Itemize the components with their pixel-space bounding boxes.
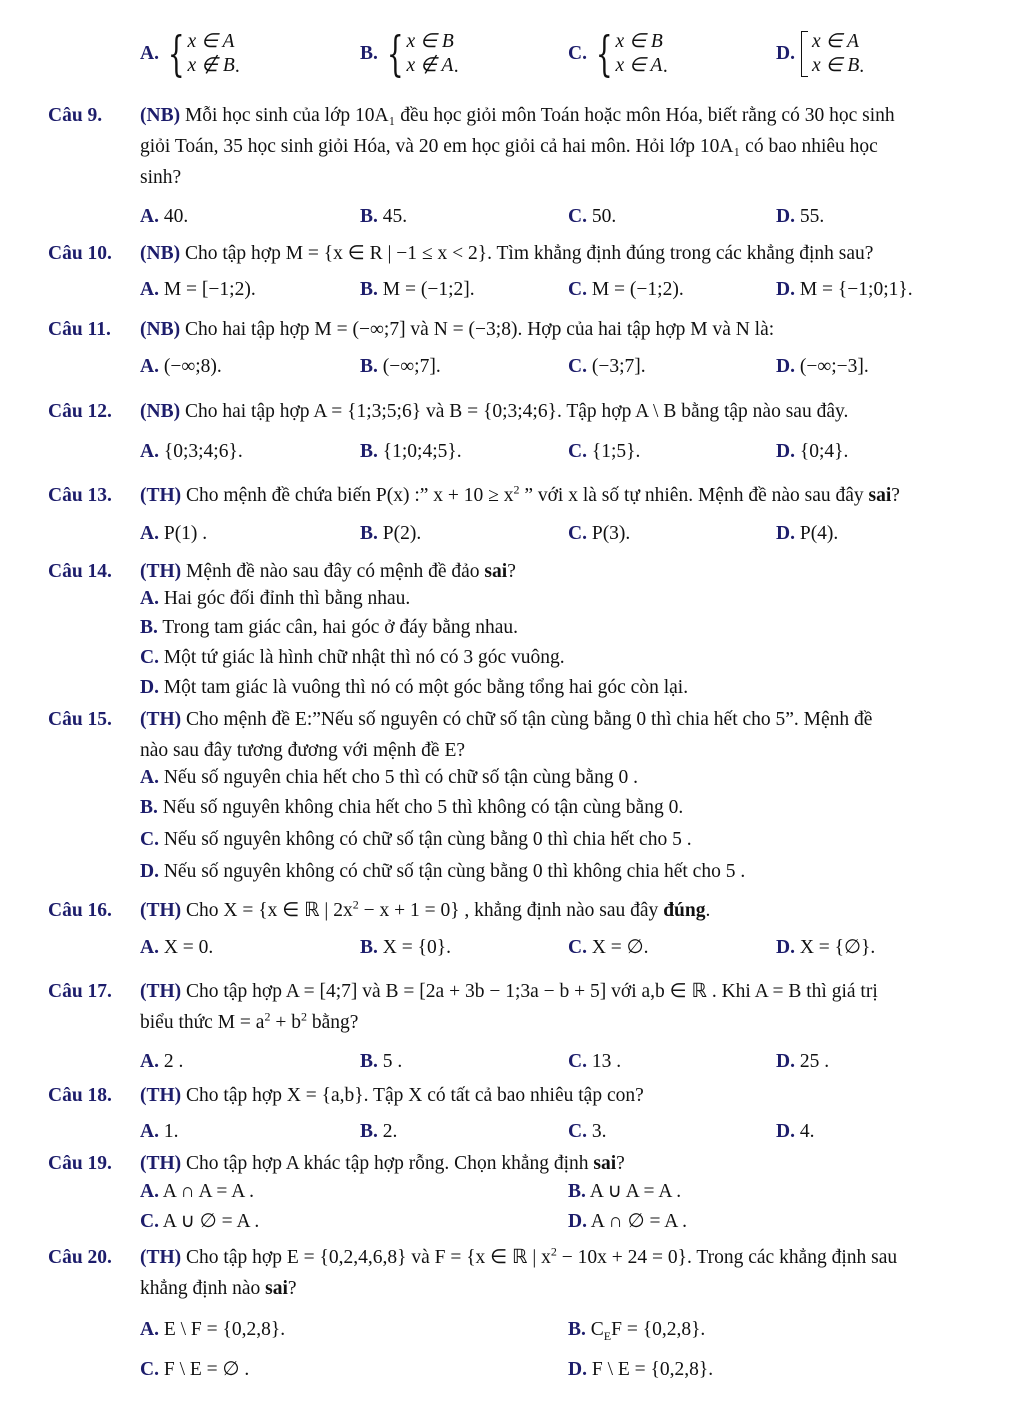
top-option-a[interactable]: A. { x ∈ A x ∉ B . <box>140 26 240 82</box>
q19-option-c[interactable]: C. A ∪ ∅ = A . <box>140 1211 260 1232</box>
q10-option-a[interactable]: A. M = [−1;2). <box>140 279 256 300</box>
q17-option-c[interactable]: C. 13 . <box>568 1051 622 1072</box>
q17-option-a[interactable]: A. 2 . <box>140 1051 184 1072</box>
q13-option-a[interactable]: A. P(1) . <box>140 523 208 544</box>
q18-option-a[interactable]: A. 1. <box>140 1121 179 1142</box>
q15-option-c[interactable]: C. Nếu số nguyên không có chữ số tận cùng bằng 0 thì chia hết cho 5 . <box>140 829 692 850</box>
q18-option-b[interactable]: B. 2. <box>360 1121 398 1142</box>
q14-option-c[interactable]: C. Một tứ giác là hình chữ nhật thì nó có 3 góc vuông. <box>140 647 565 668</box>
question-13: Câu 13. (TH) Cho mệnh đề chứa biến P(x) :” $x + 10 \ge x^2$ ” với x là số tự nhiên. Mệnh đề nào sau đây sai? <box>48 482 900 506</box>
q18-option-c[interactable]: C. 3. <box>568 1121 607 1142</box>
question-12: Câu 12. (NB) Cho hai tập hợp A = {1;3;5;6} và B = {0;3;4;6}. Tập hợp A \ B bằng tập nào sau đây. <box>48 401 849 422</box>
q17-option-d[interactable]: D. 25 . <box>776 1051 830 1072</box>
q9-option-a[interactable]: A. 40. <box>140 206 189 227</box>
question-10: Câu 10. (NB) Cho tập hợp M = {x ∈ R | −1 ≤ x < 2}. Tìm khẳng định đúng trong các khẳng định sau? <box>48 243 874 264</box>
q20-option-b[interactable]: B. $C_EF = \{0,2,8\}$. <box>568 1319 706 1343</box>
brace-icon: { <box>386 26 404 82</box>
q20-option-a[interactable]: A. E \ F = {0,2,8}. <box>140 1319 286 1340</box>
q14-option-a[interactable]: A. Hai góc đối đỉnh thì bằng nhau. <box>140 588 411 609</box>
q16-option-a[interactable]: A. X = 0. <box>140 937 214 958</box>
q11-option-d[interactable]: D. (−∞;−3]. <box>776 356 869 377</box>
q18-option-d[interactable]: D. 4. <box>776 1121 815 1142</box>
q14-option-b[interactable]: B. Trong tam giác cân, hai góc ở đáy bằng nhau. <box>140 617 519 638</box>
q16-option-c[interactable]: C. X = ∅. <box>568 937 649 958</box>
q19-option-d[interactable]: D. A ∩ ∅ = A . <box>568 1211 688 1232</box>
bracket-icon <box>801 31 808 77</box>
question-16: Câu 16. (TH) Cho X = {x ∈ ℝ | $2x^2 - x + 1 = 0$} , khẳng định nào sau đây đúng. <box>48 897 711 921</box>
q10-option-d[interactable]: D. M = {−1;0;1}. <box>776 279 913 300</box>
q13-option-b[interactable]: B. P(2). <box>360 523 422 544</box>
brace-icon: { <box>167 26 185 82</box>
q11-option-a[interactable]: A. (−∞;8). <box>140 356 222 377</box>
q15-option-d[interactable]: D. Nếu số nguyên không có chữ số tận cùng bằng 0 thì không chia hết cho 5 . <box>140 861 746 882</box>
q12-option-a[interactable]: A. {0;3;4;6}. <box>140 441 243 462</box>
question-9: Câu 9. (NB) Mỗi học sinh của lớp 10A₁ đều học giỏi môn Toán hoặc môn Hóa, biết rằng có 30 học sinh giỏi Toán, 35 học sinh giỏi Hóa, và 20 em học giỏi cả hai môn. Hỏi lớp 10A₁ có bao nhiêu học sinh? <box>48 105 895 188</box>
q10-option-b[interactable]: B. M = (−1;2]. <box>360 279 475 300</box>
q15-option-a[interactable]: A. Nếu số nguyên chia hết cho 5 thì có chữ số tận cùng bằng 0 . <box>140 767 638 788</box>
top-option-d[interactable]: D. x ∈ A x ∈ B . <box>776 31 865 77</box>
q16-option-b[interactable]: B. X = {0}. <box>360 937 451 958</box>
q12-option-c[interactable]: C. {1;5}. <box>568 441 641 462</box>
q16-option-d[interactable]: D. X = {∅}. <box>776 937 876 958</box>
q12-option-d[interactable]: D. {0;4}. <box>776 441 849 462</box>
top-option-b[interactable]: B. { x ∈ B x ∉ A . <box>360 26 459 82</box>
q12-option-b[interactable]: B. {1;0;4;5}. <box>360 441 462 462</box>
q11-option-b[interactable]: B. (−∞;7]. <box>360 356 441 377</box>
q15-option-b[interactable]: B. Nếu số nguyên không chia hết cho 5 thì không có tận cùng bằng 0. <box>140 797 684 818</box>
q9-option-d[interactable]: D. 55. <box>776 206 825 227</box>
question-11: Câu 11. (NB) Cho hai tập hợp M = (−∞;7] và N = (−3;8). Hợp của hai tập hợp M và N là: <box>48 319 775 340</box>
q14-option-d[interactable]: D. Một tam giác là vuông thì nó có một góc bằng tổng hai góc còn lại. <box>140 677 689 698</box>
q13-option-c[interactable]: C. P(3). <box>568 523 631 544</box>
question-15: Câu 15. (TH) Cho mệnh đề E:”Nếu số nguyên có chữ số tận cùng bằng 0 thì chia hết cho 5”. Mệnh đề nào sau đây tương đương với mệnh đề E? <box>48 709 873 761</box>
top-option-c[interactable]: C. { x ∈ B x ∈ A . <box>568 26 668 82</box>
q19-option-a[interactable]: A. A ∩ A = A . <box>140 1181 254 1202</box>
q19-option-b[interactable]: B. A ∪ A = A . <box>568 1181 682 1202</box>
q9-option-b[interactable]: B. 45. <box>360 206 408 227</box>
q10-option-c[interactable]: C. M = (−1;2). <box>568 279 684 300</box>
question-18: Câu 18. (TH) Cho tập hợp X = {a,b}. Tập X có tất cả bao nhiêu tập con? <box>48 1085 644 1106</box>
brace-icon: { <box>595 26 613 82</box>
question-14: Câu 14. (TH) Mệnh đề nào sau đây có mệnh đề đảo sai? <box>48 561 516 582</box>
q20-option-c[interactable]: C. F \ E = ∅ . <box>140 1359 250 1380</box>
q20-option-d[interactable]: D. F \ E = {0,2,8}. <box>568 1359 714 1380</box>
question-20: Câu 20. (TH) Cho tập hợp E = {0,2,4,6,8} và F = {x ∈ ℝ | $x^2 - 10x + 24 = 0$}. Trong các khẳng định sau khẳng định nào sai? <box>48 1244 898 1299</box>
q13-option-d[interactable]: D. P(4). <box>776 523 839 544</box>
question-19: Câu 19. (TH) Cho tập hợp A khác tập hợp rỗng. Chọn khẳng định sai? <box>48 1153 625 1174</box>
q17-option-b[interactable]: B. 5 . <box>360 1051 403 1072</box>
q9-option-c[interactable]: C. 50. <box>568 206 617 227</box>
q11-option-c[interactable]: C. (−3;7]. <box>568 356 646 377</box>
question-17: Câu 17. (TH) Cho tập hợp A = [4;7] và B = [2a + 3b − 1;3a − b + 5] với a,b ∈ ℝ . Khi A = B thì giá trị biểu thức $M = a^2 + b^2$ bằng? <box>48 981 878 1033</box>
